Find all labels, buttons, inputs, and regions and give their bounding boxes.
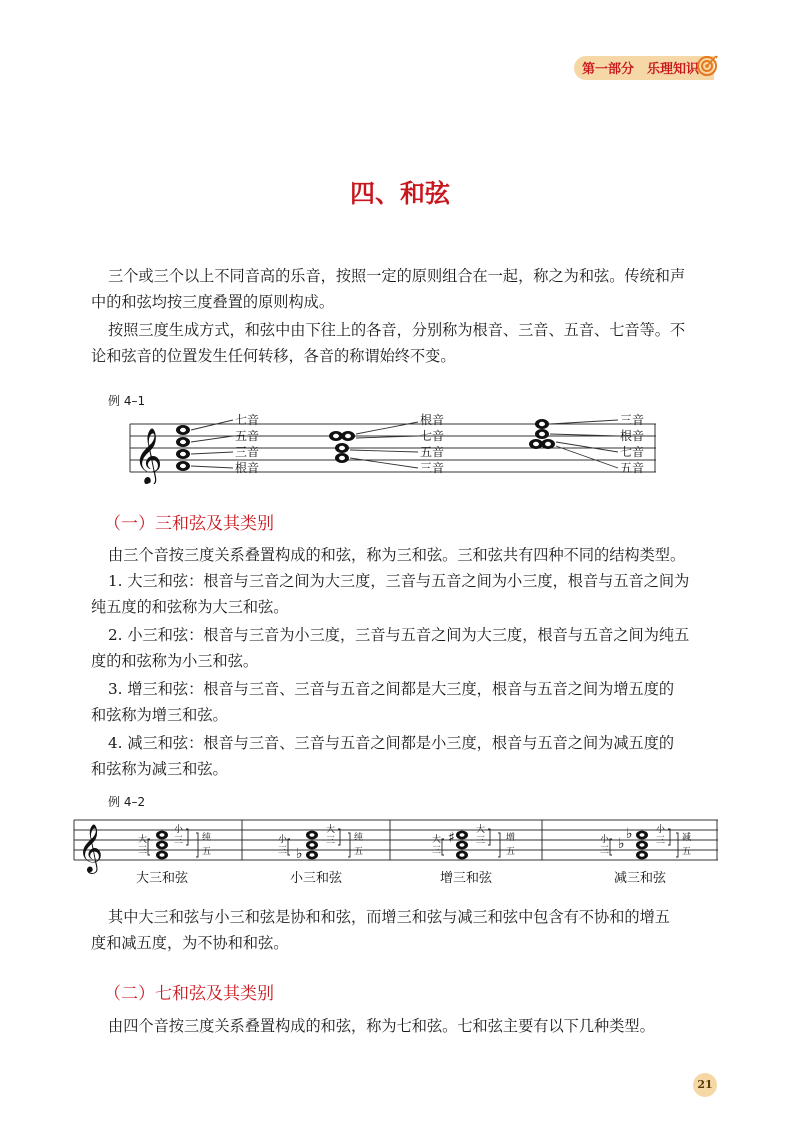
interval-label: 五 (202, 847, 212, 857)
interval-label: 小 (278, 835, 288, 845)
interval-label: 三 (326, 836, 336, 846)
triad-name: 减三和弦 (613, 871, 667, 886)
text-line: 和弦称为减三和弦。 (91, 760, 228, 778)
interval-label: 小 (600, 835, 610, 845)
page-number: 21 (693, 1073, 717, 1097)
interval-label: 三 (278, 846, 288, 856)
chord-1-label: 七音 (235, 413, 260, 427)
chord-3-label: 根音 (620, 429, 645, 443)
triad-name: 大三和弦 (135, 871, 189, 886)
interval-label: 增 (506, 833, 516, 843)
treble-clef: 𝄞 (78, 823, 103, 872)
text-line: 3. 增三和弦：根音与三音、三音与五音之间都是大三度，根音与五音之间为增五度的 (108, 680, 675, 698)
interval-label: 三 (656, 836, 666, 846)
chord-2-label: 三音 (420, 461, 445, 475)
section1-paragraph (108, 542, 728, 568)
section2-paragraph (108, 1013, 728, 1039)
text-line: 纯五度的和弦称为大三和弦。 (91, 598, 289, 616)
intro-paragraph-1 (91, 263, 728, 315)
text-line: 由三个音按三度关系叠置构成的和弦，称为三和弦。三和弦共有四种不同的结构类型。 (108, 546, 686, 564)
chord-2-label: 七音 (420, 429, 445, 443)
text-line: 中的和弦均按三度叠置的原则构成。 (91, 293, 334, 311)
interval-label: 大 (138, 835, 148, 845)
text-line: 按照三度生成方式，和弦中由下往上的各音，分别称为根音、三音、五音、七音等。不 (108, 321, 686, 339)
consonance-paragraph (91, 904, 728, 956)
chord-3-label: 三音 (620, 413, 645, 427)
interval-label: 大 (476, 825, 486, 835)
section1-item-3 (91, 676, 728, 728)
section1-item-2 (91, 622, 728, 674)
section-heading-triads: （一）三和弦及其类别 (104, 514, 274, 534)
chord-2-label: 五音 (420, 445, 445, 459)
chord-3-label: 五音 (620, 461, 645, 475)
chord-1-label: 三音 (235, 445, 260, 459)
triad-diminished (618, 826, 648, 859)
interval-label: 小 (656, 825, 666, 835)
text-line: 由四个音按三度关系叠置构成的和弦，称为七和弦。七和弦主要有以下几种类型。 (108, 1017, 655, 1035)
triad-major (156, 831, 168, 860)
chord-2-label: 根音 (420, 413, 445, 427)
text-line: 三个或三个以上不同音高的乐音，按照一定的原则组合在一起，称之为和弦。传统和声 (108, 267, 686, 285)
interval-label: 三 (138, 846, 148, 856)
interval-label: 五 (682, 847, 692, 857)
interval-label: 三 (432, 846, 442, 856)
interval-label: 五 (506, 847, 516, 857)
interval-label: 三 (174, 836, 184, 846)
intro-paragraph-2 (91, 317, 728, 369)
chord-1-label: 五音 (235, 429, 260, 443)
interval-label: 三 (476, 836, 486, 846)
treble-clef: 𝄞 (134, 428, 163, 484)
text-line: 其中大三和弦与小三和弦是协和和弦，而增三和弦与减三和弦中包含有不协和的增五 (108, 908, 670, 926)
text-line: 1. 大三和弦：根音与三音之间为大三度，三音与五音之间为小三度，根音与五音之间为 (108, 572, 690, 590)
text-line: 4. 减三和弦：根音与三音、三音与五音之间都是小三度，根音与五音之间为减五度的 (108, 734, 675, 752)
flat-sign: ♭ (296, 846, 303, 862)
example-4-1-staff (128, 412, 668, 484)
text-line: 论和弦音的位置发生任何转移，各音的称谓始终不变。 (91, 347, 456, 365)
interval-label: 五 (354, 847, 364, 857)
section1-item-1 (91, 568, 728, 620)
interval-label: 大 (432, 835, 442, 845)
target-icon (695, 53, 719, 77)
sharp-sign: ♯ (448, 830, 455, 846)
flat-sign: ♭ (626, 826, 633, 842)
interval-label: 小 (174, 825, 184, 835)
flat-sign: ♭ (618, 836, 625, 852)
interval-label: 减 (682, 833, 692, 843)
header-label: 第一部分 乐理知识 (582, 62, 700, 77)
triad-name: 小三和弦 (289, 871, 343, 886)
interval-label: 纯 (202, 833, 212, 843)
text-line: 2. 小三和弦：根音与三音为小三度，三音与五音之间为大三度，根音与五音之间为纯五 (108, 626, 690, 644)
triad-minor (296, 831, 318, 862)
section1-item-4 (91, 730, 728, 782)
interval-label: 纯 (354, 833, 364, 843)
triad-name: 增三和弦 (439, 871, 493, 886)
interval-label: 大 (326, 825, 336, 835)
interval-label: 三 (600, 846, 610, 856)
triad-augmented (448, 830, 468, 859)
example-label: 例 4–1 (108, 394, 146, 408)
page-title: 四、和弦 (349, 179, 450, 208)
text-line: 和弦称为增三和弦。 (91, 706, 228, 724)
example-label: 例 4–2 (108, 795, 146, 809)
chord-3-label: 七音 (620, 445, 645, 459)
section-heading-sevenths: （二）七和弦及其类别 (104, 984, 274, 1004)
text-line: 度和减五度，为不协和和弦。 (91, 934, 289, 952)
text-line: 度的和弦称为小三和弦。 (91, 652, 259, 670)
chord-1-label: 根音 (235, 461, 260, 475)
example-4-2-staff (70, 808, 730, 888)
